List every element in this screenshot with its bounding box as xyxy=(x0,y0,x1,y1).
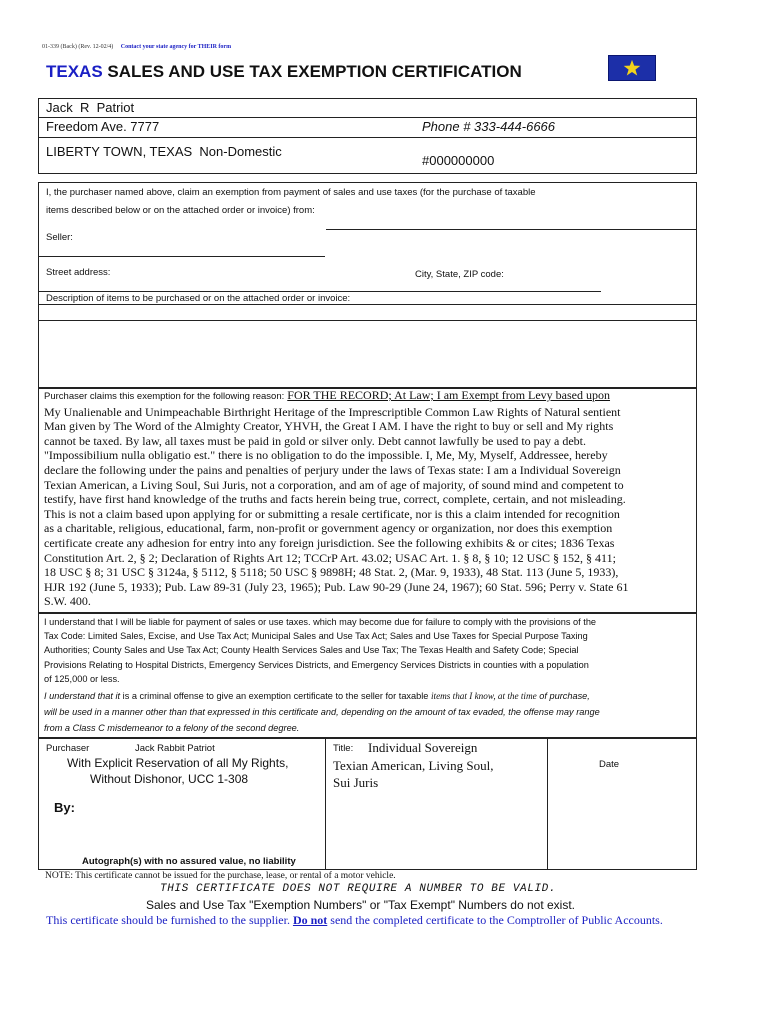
autograph-note: Autograph(s) with no assured value, no liability xyxy=(82,856,296,867)
criminal-line-2: will be used in a manner other than that expressed in this certificate and, depending on the amount of tax evaded, the offense may range xyxy=(44,707,600,717)
exemption-numbers-notice: Sales and Use Tax "Exemption Numbers" or "Tax Exempt" Numbers do not exist. xyxy=(146,898,575,912)
reason-paragraph xyxy=(44,388,696,609)
criminal-c: items that I know, at the time xyxy=(430,691,537,701)
criminal-b: is a criminal offense to give an exemption certificate to the seller for taxable xyxy=(122,691,429,701)
page-title xyxy=(46,62,522,82)
purchaser-label: Purchaser xyxy=(46,743,90,754)
form-code xyxy=(42,44,231,50)
furnish-notice xyxy=(46,913,663,928)
intro-line-2: items described below or on the attached order or invoice) from: xyxy=(46,205,315,216)
seller-label: Seller: xyxy=(46,232,73,243)
title-line-1: Individual Sovereign xyxy=(368,740,478,755)
reason-line: S.W. 400. xyxy=(44,594,91,609)
criminal-d: of purchase, xyxy=(539,691,590,701)
criminal-a: I understand that it xyxy=(44,691,121,701)
footer-note: NOTE: This certificate cannot be issued for the purchase, lease, or rental of a motor vehicle. xyxy=(45,871,396,881)
purchaser-street: Freedom Ave. 7777 xyxy=(46,119,160,134)
criminal-line-1 xyxy=(44,688,600,704)
liability-line: I understand that I will be liable for payment of sales or use taxes. which may become due for failure to comply with the provisions of the xyxy=(44,617,597,627)
reason-line: Man given by The Word of the Almighty Creator, YHVH, the Great I AM. I have the right to buy or sell and My rights xyxy=(44,419,614,434)
description-label: Description of items to be purchased or on the attached order or invoice: xyxy=(46,293,351,304)
title-line-3: Sui Juris xyxy=(333,775,379,790)
criminal-paragraph xyxy=(44,688,600,736)
reason-line: Texian American, a Living Soul, Sui Juris, not a corporation, and am of age of majority, of sound mind and competent to xyxy=(44,477,624,492)
reason-line: declare the following under the pains and penalties of perjury under the laws of Texas state: I am a Individual Sovereign xyxy=(44,462,621,477)
reason-line: cannot be taxed. By law, all taxes must be paid in gold or silver only. Debt cannot lawfully be used to pay a debt. xyxy=(44,433,586,448)
reservation-line-2: Without Dishonor, UCC 1-308 xyxy=(90,772,249,786)
intro-line-1: I, the purchaser named above, claim an exemption from payment of sales and use taxes (for the purchase of taxable xyxy=(46,187,536,198)
liability-line: Tax Code: Limited Sales, Excise, and Use Tax Act; Municipal Sales and Use Tax Act; Sales and Use Taxes for Special Purpose Taxing xyxy=(44,631,588,642)
furnish-a: This certificate should be furnished to the supplier. xyxy=(46,913,290,927)
reason-line: 18 USC § 8; 31 USC § 3124a, § 5112, § 5118; 50 USC § 9898H; 48 Stat. 2, (Mar. 9, 1933), 48 Stat. 113 (June 5, 1933), xyxy=(44,565,619,580)
by-label: By: xyxy=(54,800,75,815)
reason-line: This is not a claim based upon applying for or submitting a resale certificate, nor is this a claim intended for recognition xyxy=(44,506,620,521)
liability-line: Authorities; County Sales and Use Tax Act; County Health Services Sales and Use Tax; The Texas Health and Safety Code; Special xyxy=(44,645,579,656)
no-number-notice: THIS CERTIFICATE DOES NOT REQUIRE A NUMBER TO BE VALID. xyxy=(160,883,557,895)
reservation-line-1: With Explicit Reservation of all My Rights, xyxy=(67,756,289,770)
furnish-b: Do not xyxy=(292,913,328,927)
reason-line-0: FOR THE RECORD; At Law; I am Exempt from Levy based upon xyxy=(287,388,611,402)
city-state-zip-label: City, State, ZIP code: xyxy=(415,269,504,280)
address-underline xyxy=(38,291,601,292)
reason-line: as a charitable, religious, educational, farm, non-profit or government agency or organization, nor does this exemption xyxy=(44,521,613,536)
agency-note: Contact your state agency for THEIR form xyxy=(120,44,232,50)
reason-line: testify, have first hand knowledge of the truths and facts herein being true, correct, complete, certain, and not misleading. xyxy=(44,492,626,507)
star-flag-icon xyxy=(608,55,656,81)
liability-line: Provisions Relating to Hospital Districts, Emergency Services Districts, and Emergency Services Districts in counties with a population xyxy=(44,659,589,670)
purchaser-info-box xyxy=(38,98,697,174)
form-code-text: 01-339 (Back) (Rev. 12-02/4) xyxy=(42,44,114,50)
purchaser-phone: Phone # 333-444-6666 xyxy=(422,119,556,134)
title-line-2: Texian American, Living Soul, xyxy=(333,758,494,773)
purchaser-name: Jack R Patriot xyxy=(46,100,135,115)
seller-underline-right xyxy=(326,229,697,230)
street-address-label: Street address: xyxy=(46,267,111,278)
liability-paragraph xyxy=(44,615,596,686)
date-label: Date xyxy=(599,759,620,770)
reason-line: HJR 192 (June 5, 1933); Pub. Law 89-31 (July 23, 1965); Pub. Law 90-29 (June 24, 1967); 60 Stat. 596; Perry v. State 61 xyxy=(44,579,629,594)
title-state: TEXAS xyxy=(46,62,103,81)
star-icon xyxy=(623,59,641,77)
seller-underline xyxy=(38,256,325,257)
purchaser-city: LIBERTY TOWN, TEXAS Non-Domestic xyxy=(46,144,282,159)
reason-line: "Impossibilium nulla obligatio est." there is no obligation to do the impossible. I, Me, My, Myself, Addressee, hereby xyxy=(44,448,608,463)
liability-line: of 125,000 or less. xyxy=(44,673,120,684)
reason-lead: Purchaser claims this exemption for the following reason: xyxy=(44,391,285,402)
title-label: Title: xyxy=(333,743,354,754)
purchaser-signature-name: Jack Rabbit Patriot xyxy=(135,743,215,754)
reason-first-line xyxy=(44,388,696,405)
purchaser-number: #000000000 xyxy=(422,153,495,168)
reason-line: Constitution Art. 2, § 2; Declaration of Rights Art 12; TCCrP Art. 43.02; USAC Art. 1. § 8, § 10; 12 USC § 152, § 411; xyxy=(44,550,616,565)
furnish-c: send the completed certificate to the Comptroller of Public Accounts. xyxy=(330,913,663,927)
criminal-line-3: from a Class C misdemeanor to a felony of the second degree. xyxy=(44,723,300,733)
reason-line: certificate create any adhesion for entry into any foreign jurisdiction. See the following exhibits & or cites; 1836 Texas xyxy=(44,535,615,550)
reason-line: My Unalienable and Unimpeachable Birthright Heritage of the Imprescriptible Common Law Rights of Natural sentient xyxy=(44,404,621,419)
title-rest: SALES AND USE TAX EXEMPTION CERTIFICATION xyxy=(107,62,522,81)
